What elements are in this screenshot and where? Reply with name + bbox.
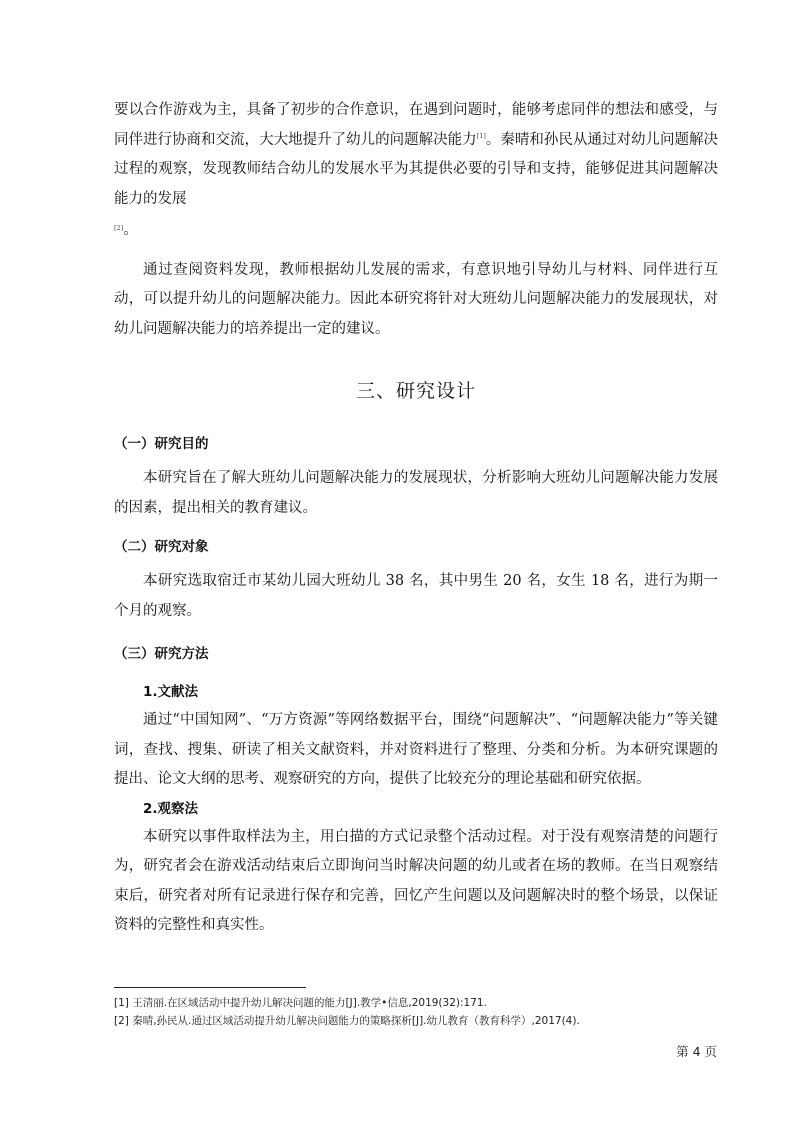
method-heading-observation: 2.观察法 [143,800,199,817]
paragraph-method-observation: 本研究以事件取样法为主，用白描的方式记录整个活动过程。对于没有观察清楚的问题行为，研究者会在游戏活动结束后立即询问当时解决问题的幼儿或者在场的教师。在当日观察结束后，研究者对所有记录进行保存和完善，回忆产生问题以及问题解决时的整个场景，以保证资料的完整性和真实性。 [114,828,718,933]
footnote-2: [2] 秦晴,孙民从.通过区域活动提升幼儿解决问题能力的策略探析[J].幼儿教育（教育科学）,2017(4). [114,1015,580,1027]
footnotes [114,994,734,1030]
paragraph-text: 。 [123,222,138,238]
paragraph-method-literature: 通过“中国知网”、“万方资源”等网络数据平台，围绕“问题解决”、“问题解决能力”等关键词，查找、搜集、研读了相关文献资料，并对资料进行了整理、分类和分析。为本研究课题的提出、论文大纲的思考、观察研究的方向，提供了比较充分的理论基础和研究依据。 [114,712,718,787]
section-title: 三、研究设计 [355,380,476,402]
paragraph-text: 要以合作游戏为主，具备了初步的合作意识，在遇到问题时，能够考虑同伴的想法和感受，与同伴进行协商和交流，大大地提升了幼儿的问题解决能力 [114,102,718,148]
subsection-heading-method: （三）研究方法 [114,646,209,662]
method-heading-literature: 1.文献法 [143,684,199,700]
paragraph-citation-tail [114,216,718,246]
citation-ref-2[interactable]: [2] [114,224,124,232]
paragraph-literature-summary [114,96,718,214]
paragraph-purpose: 本研究旨在了解大班幼儿问题解决能力的发展现状，分析影响大班幼儿问题解决能力发展的因素，提出相关的教育建议。 [114,470,718,516]
paragraph-subject: 本研究选取宿迁市某幼儿园大班幼儿 38 名，其中男生 20 名，女生 18 名，进行为期一个月的观察。 [114,573,718,619]
citation-ref-1[interactable]: [1] [476,131,486,140]
page-number: 第 4 页 [676,1044,717,1059]
subsection-heading-subject: （二）研究对象 [114,539,209,555]
subsection-heading-purpose: （一）研究目的 [114,436,209,452]
footnote-1: [1] 王清丽.在区域活动中提升幼儿解决问题的能力[J].教学•信息,2019(32):171. [114,997,487,1009]
paragraph-text: 。秦晴和孙民从通过对幼儿问题解决过程的观察，发现教师结合幼儿的发展水平为其提供必要的引导和支持，能够促进其问题解决能力的发展 [114,131,718,207]
paragraph-research-intro: 通过查阅资料发现，教师根据幼儿发展的需求，有意识地引导幼儿与材料、同伴进行互动，可以提升幼儿的问题解决能力。因此本研究将针对大班幼儿问题解决能力的发展现状，对幼儿问题解决能力的培养提出一定的建议。 [114,261,718,337]
page-content [114,96,718,941]
footnote-divider [114,987,306,988]
